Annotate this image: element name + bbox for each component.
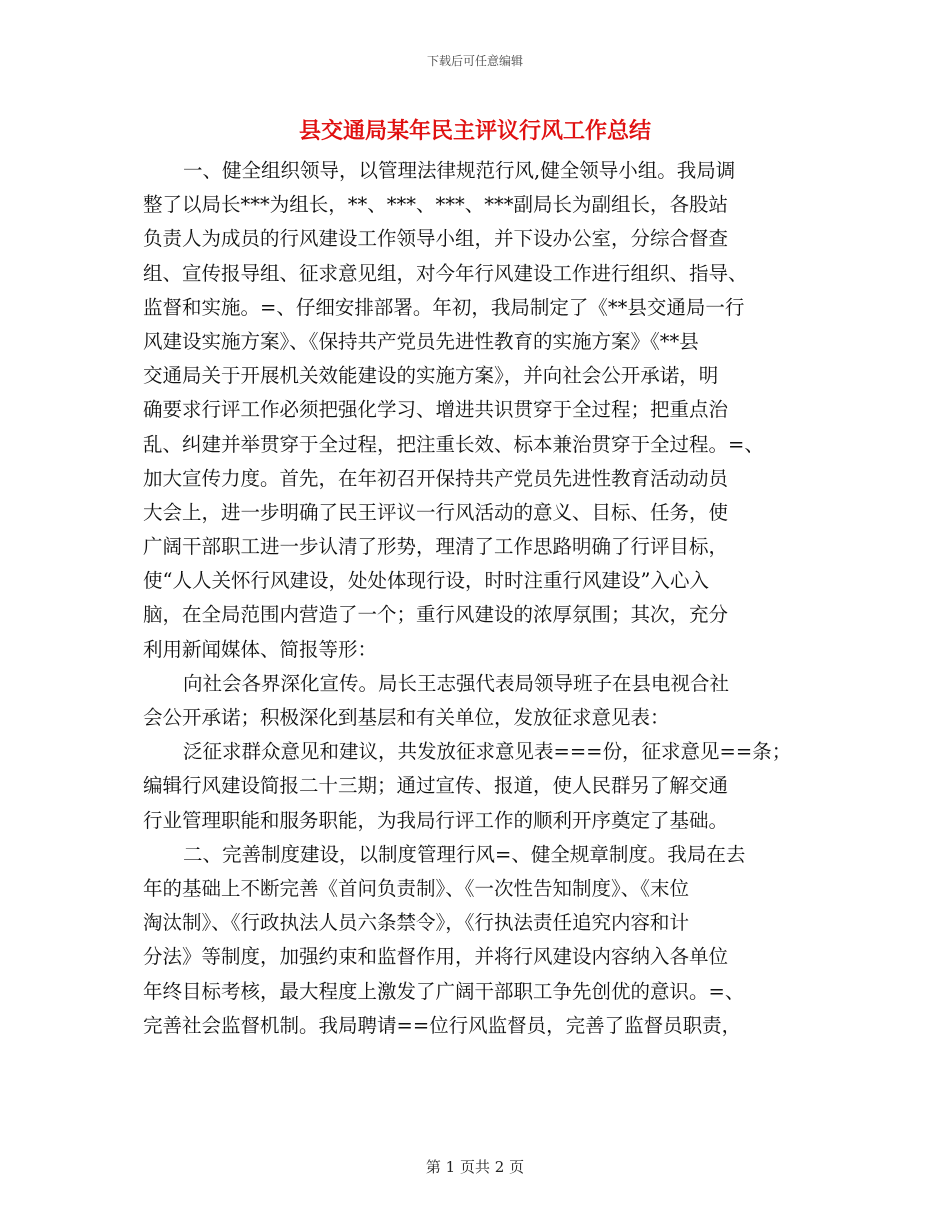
body-line: 负责人为成员的行风建设工作领导小组，并下设办公室，分综合督查 — [143, 227, 729, 251]
body-line: 会公开承诺；积极深化到基层和有关单位，发放征求意见表： — [143, 706, 670, 729]
page-number-footer: 第 1 页共 2 页 — [425, 1158, 525, 1176]
body-line: 完善社会监督机制。我局聘请==位行风监督员，完善了监督员职责， — [143, 1013, 742, 1037]
body-line: 脑，在全局范围内营造了一个；重行风建设的浓厚氛围；其次，充分 — [143, 603, 729, 627]
body-line: 交通局关于开展机关效能建设的实施方案》，并向社会公开承诺，明 — [143, 364, 719, 388]
body-line: 年终目标考核，最大程度上激发了广阔干部职工争先创优的意识。=、 — [143, 979, 745, 1003]
header-note: 下载后可任意编辑 — [426, 54, 523, 68]
body-line: 向社会各界深化宣传。局长王志强代表局领导班子在县电视合社 — [183, 671, 730, 695]
body-line: 二、完善制度建设，以制度管理行风=、健全规章制度。我局在去 — [183, 842, 746, 866]
body-line: 年的基础上不断完善《首问负责制》、《一次性告知制度》、《末位 — [143, 876, 690, 900]
body-line: 大会上，进一步明确了民王评议一行风活动的意义、目标、任务，使 — [143, 500, 729, 524]
body-line: 利用新闻媒体、简报等形： — [143, 637, 378, 661]
body-line: 确要求行评工作必须把强化学习、增进共识贯穿于全过程；把重点治 — [143, 398, 729, 422]
body-line: 监督和实施。=、仔细安排部署。年初，我局制定了《**县交通局一行 — [143, 295, 745, 319]
body-line: 乱、纠建并举贯穿于全过程，把注重长效、标本兼治贯穿于全过程。=、 — [143, 432, 764, 456]
body-line: 淘汰制》、《行政执法人员六条禁令》，《行执法责任追究内容和计 — [143, 911, 690, 935]
body-line: 广阔干部职工进一步认清了形势，理清了工作思路明确了行评目标， — [143, 535, 729, 559]
body-line: 使“人人关怀行风建设，处处体现行设，时时注重行风建设”入心入 — [143, 569, 709, 593]
body-line: 泛征求群众意见和建议，共发放征求意见表===份，征求意见==条； — [183, 740, 792, 764]
body-line: 风建设实施方案》、《保持共产党员先进性教育的实施方案》《**县 — [143, 329, 699, 353]
body-line: 编辑行风建设简报二十三期；通过宣传、报道，使人民群另了解交通 — [143, 774, 729, 798]
body-line: 行业管理职能和服务职能，为我局行评工作的顺利开序奠定了基础。 — [143, 808, 729, 832]
body-line: 一、健全组织领导，以管理法律规范行风,健全领导小组。我局调 — [183, 159, 736, 182]
document-title: 县交通局某年民主评议行风工作总结 — [298, 119, 651, 144]
body-line: 分法》等制度，加强约束和监督作用，并将行风建设内容纳入各单位 — [143, 945, 729, 969]
body-line: 组、宣传报导组、征求意见组，对今年行风建设工作进行组织、指导、 — [143, 261, 748, 285]
document-body — [143, 154, 813, 1043]
body-line: 加大宣传力度。首先，在年初召开保持共产党员先进性教育活动动员 — [143, 466, 729, 490]
body-line: 整了以局长***为组长，**、***、***、***副局长为副组长，各股站 — [143, 193, 729, 217]
